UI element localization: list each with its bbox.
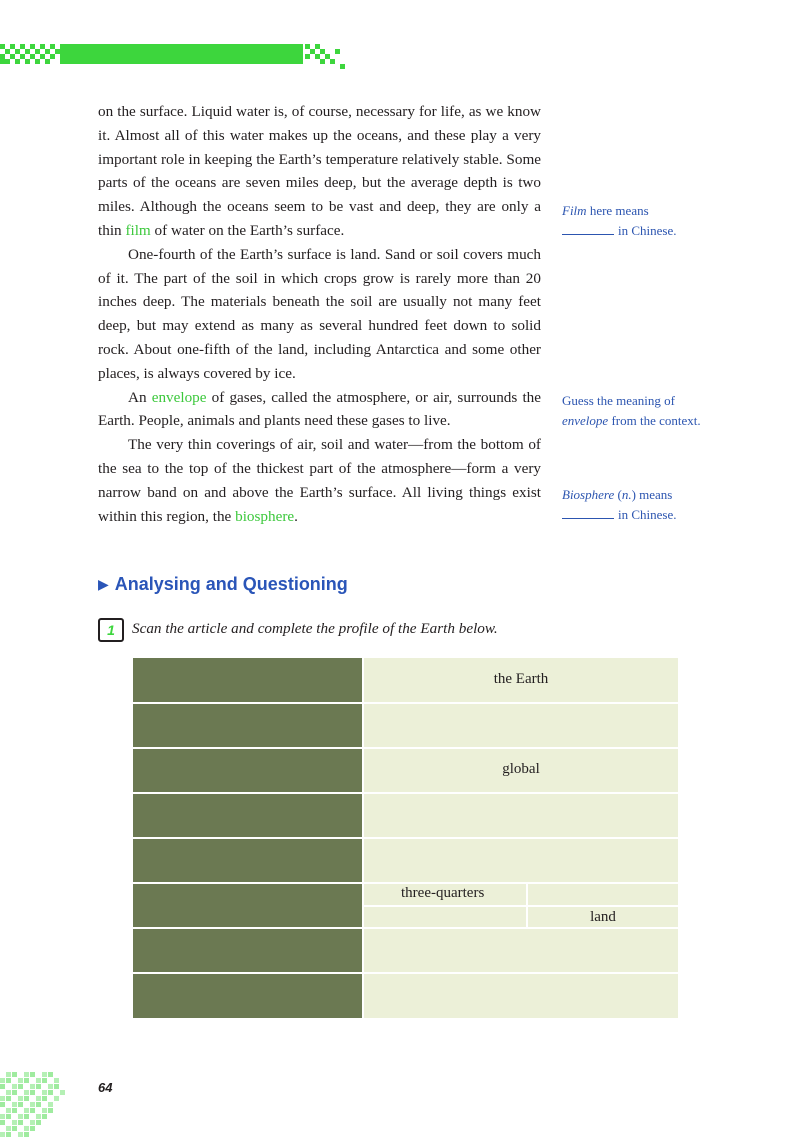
pixel-square xyxy=(6,1126,11,1131)
pixel-square xyxy=(0,1102,5,1107)
pixel-square xyxy=(0,1078,5,1083)
table-cell-value: the Earth xyxy=(493,671,549,687)
table-value-cell[interactable] xyxy=(364,704,678,747)
pixel-square xyxy=(24,1108,29,1113)
table-row-label-cell xyxy=(133,704,362,747)
paragraph-text: . xyxy=(294,507,298,525)
pixel-square xyxy=(54,1084,59,1089)
answer-blank[interactable] xyxy=(562,222,614,235)
pixel-square xyxy=(42,1078,47,1083)
table-value-cell[interactable] xyxy=(364,929,678,972)
pixel-square xyxy=(30,1102,35,1107)
pixel-square xyxy=(12,1102,17,1107)
pixel-square xyxy=(24,1078,29,1083)
table-cell-value: land xyxy=(590,908,616,925)
pixel-square xyxy=(36,1102,41,1107)
table-row-label-cell xyxy=(133,749,362,792)
pixel-square xyxy=(18,1084,23,1089)
table-value-cell[interactable] xyxy=(364,907,526,928)
pixel-square xyxy=(30,1108,35,1113)
pixel-square xyxy=(12,1072,17,1077)
pixel-square xyxy=(50,54,55,59)
paragraph xyxy=(98,243,541,386)
task-text: Scan the article and complete the profile of the Earth below. xyxy=(132,620,498,637)
pixel-square xyxy=(48,1072,53,1077)
pixel-square xyxy=(24,1096,29,1101)
pixel-square xyxy=(0,1120,5,1125)
pixel-square xyxy=(18,1096,23,1101)
margin-note-biosphere xyxy=(562,485,762,524)
pixel-square xyxy=(18,1102,23,1107)
pixel-square xyxy=(12,1084,17,1089)
table-row-label-cell xyxy=(133,884,362,927)
pixel-square xyxy=(24,1114,29,1119)
pixel-square xyxy=(6,1132,11,1137)
pixel-square xyxy=(30,1072,35,1077)
pixel-square xyxy=(305,54,310,59)
pixel-square xyxy=(340,64,345,69)
pixel-square xyxy=(6,1090,11,1095)
pixel-square xyxy=(35,59,40,64)
pixel-square xyxy=(45,59,50,64)
pixel-square xyxy=(0,1096,5,1101)
table-value-cell[interactable] xyxy=(528,884,678,905)
note-text: in Chinese. xyxy=(618,506,677,522)
pixel-square xyxy=(6,1108,11,1113)
pixel-square xyxy=(12,1108,17,1113)
pixel-square xyxy=(24,1072,29,1077)
table-value-cell[interactable] xyxy=(364,974,678,1018)
pixel-square xyxy=(48,1084,53,1089)
paragraph-text: of gases, called the atmosphere, or air, surrounds the Earth. People, animals and plants need these gases to live. xyxy=(98,388,541,430)
note-text: ) means xyxy=(631,487,673,502)
paragraph-text: One-fourth of the Earth’s surface is land. Sand or soil covers much of it. The part of the soil in which crops grow is rarely more than 20 inches deep. The materials beneath the soil are usually not many feet deep, but may extend as many as several hundred feet down to solid rock. About one-fifth of the land, including Antarctica and some other places, is always covered by ice. xyxy=(98,245,541,382)
header-green-band xyxy=(60,44,303,64)
pixel-square xyxy=(0,1084,5,1089)
pixel-square xyxy=(25,59,30,64)
pixel-square xyxy=(18,1132,23,1137)
task-number-badge: 1 xyxy=(98,618,124,642)
note-term-film: Film xyxy=(562,203,587,218)
pixel-square xyxy=(6,1096,11,1101)
pixel-square xyxy=(60,1090,65,1095)
pixel-square xyxy=(6,1114,11,1119)
paragraph-text: The very thin coverings of air, soil and water—from the bottom of the sea to the top of the thickest part of the atmosphere—form a very narrow band on and above the Earth’s surface. All living things exist within this region, the xyxy=(98,436,541,525)
pixel-square xyxy=(55,49,60,54)
pixel-square xyxy=(30,1120,35,1125)
pixel-square xyxy=(54,1096,59,1101)
paragraph xyxy=(98,433,541,528)
pixel-square xyxy=(42,1090,47,1095)
pixel-square xyxy=(15,59,20,64)
pixel-square xyxy=(36,1114,41,1119)
table-cell-value: global xyxy=(502,761,540,777)
pixel-square xyxy=(42,1114,47,1119)
pixel-square xyxy=(6,1078,11,1083)
section-title-text: Analysing and Questioning xyxy=(114,574,348,594)
paragraph-text: on the surface. Liquid water is, of course, necessary for life, as we know it. Almost all of this water makes up the oceans, and these play a very important role in keeping the Earth’s temperature relatively stable. Some parts of the oceans are seven miles deep, but the average depth is two miles. Although the oceans seem to be vast and deep, they are only a thin xyxy=(98,103,541,239)
paragraph xyxy=(98,100,541,243)
keyword-envelope: envelope xyxy=(151,388,207,406)
pixel-square xyxy=(18,1078,23,1083)
margin-note-envelope xyxy=(562,391,762,430)
section-heading xyxy=(98,574,348,595)
pixel-square xyxy=(30,1126,35,1131)
pixel-square xyxy=(12,1090,17,1095)
pixel-square xyxy=(36,1120,41,1125)
pixel-square xyxy=(18,1120,23,1125)
pixel-square xyxy=(18,1114,23,1119)
table-value-cell[interactable] xyxy=(364,839,678,882)
pixel-square xyxy=(6,1072,11,1077)
pixel-square xyxy=(42,1096,47,1101)
table-row-label-cell xyxy=(133,794,362,837)
triangle-bullet-icon: ▶ xyxy=(98,576,109,592)
pixel-square xyxy=(30,1090,35,1095)
note-abbr: n. xyxy=(621,487,632,502)
paragraph-text: of water on the Earth’s surface. xyxy=(150,221,345,239)
pixel-square xyxy=(54,1078,59,1083)
pixel-square xyxy=(335,49,340,54)
pixel-square xyxy=(5,59,10,64)
table-row-label-cell xyxy=(133,839,362,882)
pixel-square xyxy=(0,1114,5,1119)
pixel-square xyxy=(48,1102,53,1107)
pixel-square xyxy=(330,59,335,64)
note-term-envelope: envelope xyxy=(562,412,609,428)
table-row-label-cell xyxy=(133,658,362,702)
pixel-square xyxy=(48,1108,53,1113)
note-term-biosphere: Biosphere xyxy=(562,487,615,502)
pixel-square xyxy=(24,1090,29,1095)
keyword-film: film xyxy=(125,221,151,239)
paragraph-text: An xyxy=(128,388,152,406)
pixel-square xyxy=(12,1126,17,1131)
pixel-square xyxy=(0,59,5,64)
note-text: from the context. xyxy=(608,412,701,428)
table-row-label-cell xyxy=(133,974,362,1018)
pixel-square xyxy=(320,59,325,64)
pixel-square xyxy=(0,1132,5,1137)
pixel-square xyxy=(30,1084,35,1089)
pixel-square xyxy=(36,1078,41,1083)
answer-blank[interactable] xyxy=(562,506,614,519)
table-row-label-cell xyxy=(133,929,362,972)
header-decoration xyxy=(0,44,345,66)
pixel-square xyxy=(12,1120,17,1125)
paragraph xyxy=(98,386,541,434)
note-text: Guess the meaning of xyxy=(562,393,676,408)
pixel-square xyxy=(24,1126,29,1131)
table-value-cell[interactable] xyxy=(364,794,678,837)
note-text: ( xyxy=(614,487,622,502)
table-cell-value: three-quarters xyxy=(401,885,485,901)
earth-profile-table xyxy=(133,658,678,1018)
pixel-square xyxy=(42,1072,47,1077)
pixel-square xyxy=(24,1132,29,1137)
margin-note-film xyxy=(562,201,762,240)
pixel-square xyxy=(48,1090,53,1095)
note-text: in Chinese. xyxy=(618,222,677,238)
pixel-square xyxy=(36,1096,41,1101)
page-number: 64 xyxy=(98,1080,113,1095)
pixel-square xyxy=(36,1084,41,1089)
article-body xyxy=(98,100,541,528)
note-text: here means xyxy=(586,203,649,218)
keyword-biosphere: biosphere xyxy=(235,507,295,525)
pixel-square xyxy=(42,1108,47,1113)
